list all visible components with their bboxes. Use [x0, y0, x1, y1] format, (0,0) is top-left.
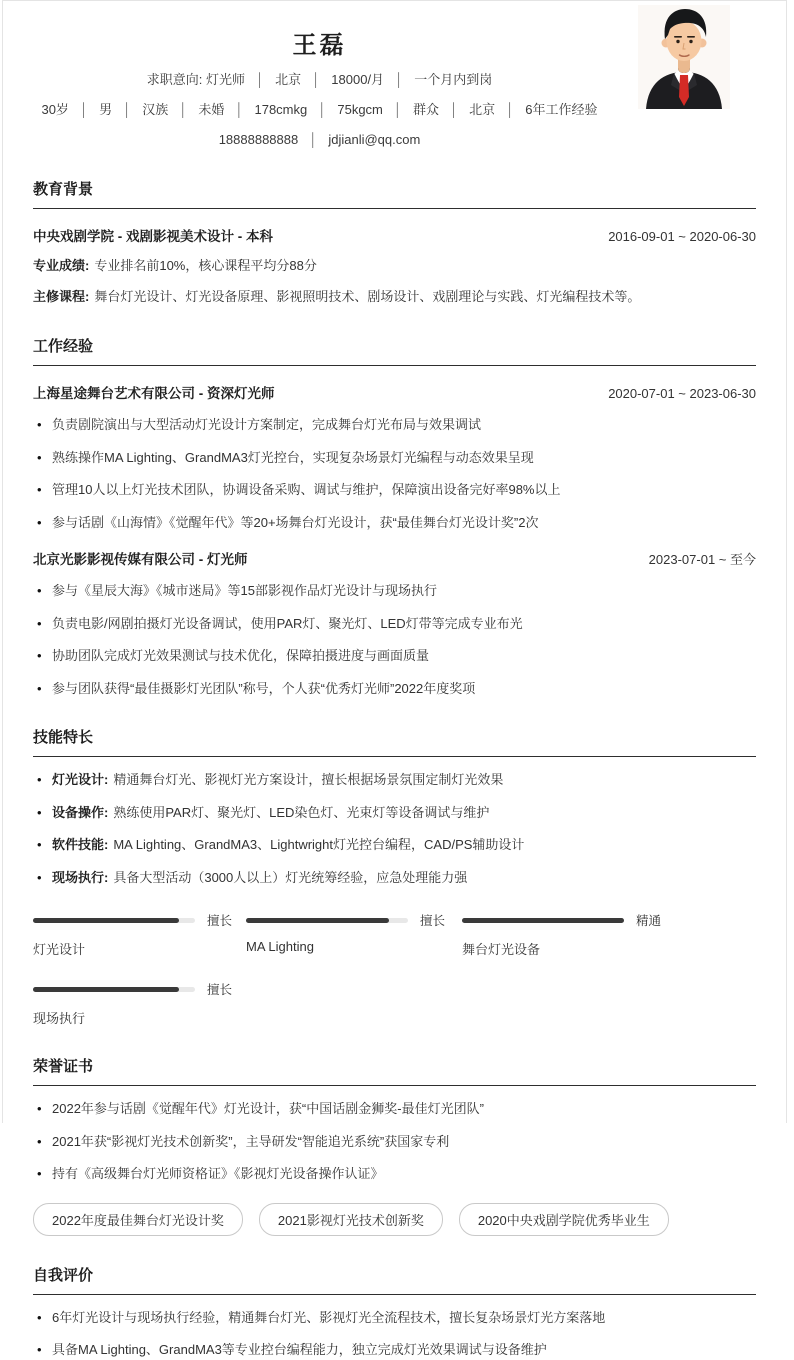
bullet-item: • 参与《星辰大海》《城市迷局》等15部影视作品灯光设计与现场执行 [33, 581, 756, 601]
honors-section-title: 荣誉证书 [33, 1055, 756, 1086]
info-item: 30岁 [41, 102, 69, 117]
info-item: │ 178cmkg [224, 102, 307, 117]
skill-text: 具备大型活动（3000人以上）灯光统筹经验，应急处理能力强 [113, 869, 468, 885]
info-item: │ 男 [69, 102, 112, 117]
honor-badge: 2022年度最佳舞台灯光设计奖 [33, 1203, 243, 1236]
education-details [33, 256, 756, 307]
job1-head [33, 382, 756, 402]
skill-text: MA Lighting、GrandMA3、Lightwright灯光控台编程，CAD/PS辅助设计 [113, 837, 525, 853]
skill-label: 灯光设计: [52, 772, 109, 788]
section-skills [33, 726, 756, 1027]
skill-bar-level: 擅长 [207, 983, 233, 998]
job-intent-line [33, 70, 606, 90]
header-center [33, 25, 606, 150]
skill-bar-fill [33, 918, 179, 923]
skill-bar-track [462, 918, 624, 923]
job2-head [33, 548, 756, 568]
contact-line [33, 130, 606, 150]
skill-bar-fill [33, 987, 179, 992]
candidate-name: 王磊 [292, 32, 347, 59]
contact-item: │ jdjianli@qq.com [298, 132, 420, 147]
skill-bar-row [33, 980, 246, 998]
job1-bullets [33, 415, 756, 532]
skill-text: 熟练使用PAR灯、聚光灯、LED染色灯、光束灯等设备调试与维护 [113, 804, 490, 820]
honor-badge: 2021影视灯光技术创新奖 [259, 1203, 443, 1236]
skill-bar-level: 擅长 [207, 914, 233, 929]
skill-bar-name: MA Lighting [246, 939, 314, 955]
skill-bar-track [33, 918, 195, 923]
bullet-item: • 管理10人以上灯光技术团队，协调设备采购、调试与维护，保障演出设备完好率98%以上 [33, 480, 756, 500]
bullet-item: • 负责剧院演出与大型活动灯光设计方案制定，完成舞台灯光布局与效果调试 [33, 415, 756, 435]
basic-info-line [33, 100, 606, 120]
skill-bar-fill [462, 918, 624, 923]
bullet-item: • 6年灯光设计与现场执行经验，精通舞台灯光、影视灯光全流程技术，擅长复杂场景灯光方案落地 [33, 1308, 756, 1328]
bullet-item: • 持有《高级舞台灯光师资格证》《影视灯光设备操作认证》 [33, 1164, 756, 1184]
avatar-illustration [638, 5, 730, 109]
education-school-line: 中央戏剧学院 - 戏剧影视美术设计 - 本科 [33, 229, 273, 244]
info-item: │ 群众 [383, 102, 439, 117]
skill-bar-item [33, 980, 246, 1027]
section-honors [33, 1055, 756, 1236]
contact-item: 18888888888 [218, 132, 299, 147]
bullet-item: • 具备MA Lighting、GrandMA3等专业控台编程能力，独立完成灯光效果调试与设备维护 [33, 1340, 756, 1360]
info-item: │ 75kgcm [307, 102, 383, 117]
bullet-item: • 熟练操作MA Lighting、GrandMA3灯光控台，实现复杂场景灯光编程与动态效果呈现 [33, 448, 756, 468]
skill-bar-row [246, 911, 462, 929]
skill-label: 现场执行: [52, 869, 109, 885]
skill-bar-item [246, 911, 462, 958]
detail-label: 专业成绩: [33, 258, 90, 273]
skill-item [33, 835, 756, 855]
education-date: 2016-09-01 ~ 2020-06-30 [608, 229, 756, 244]
skill-bars [33, 911, 756, 1027]
evaluation-section-title: 自我评价 [33, 1264, 756, 1295]
education-detail-row [33, 287, 756, 307]
skill-bar-name: 灯光设计 [33, 942, 86, 958]
resume-header [33, 1, 756, 150]
job1-date: 2020-07-01 ~ 2023-06-30 [608, 386, 756, 402]
skill-bar-level: 擅长 [420, 914, 446, 929]
job2-date: 2023-07-01 ~ 至今 [648, 552, 756, 568]
skill-bar-track [33, 987, 195, 992]
info-item: │ 未婚 [168, 102, 224, 117]
skill-bar-level: 精通 [636, 914, 662, 929]
skill-bar-fill [246, 918, 389, 923]
info-item: │ 6年工作经验 [495, 102, 597, 117]
job2-title: 北京光影影视传媒有限公司 - 灯光师 [33, 552, 248, 568]
evaluation-list [33, 1308, 756, 1360]
skill-bar-name: 舞台灯光设备 [462, 942, 541, 958]
skill-bar-row [462, 911, 756, 929]
skill-bar-name: 现场执行 [33, 1011, 86, 1027]
section-education [33, 178, 756, 307]
skill-item [33, 770, 756, 790]
skill-text: 精通舞台灯光、影视灯光方案设计，擅长根据场景氛围定制灯光效果 [113, 772, 504, 788]
section-experience [33, 335, 756, 698]
skill-bar-item [33, 911, 246, 958]
section-evaluation [33, 1264, 756, 1360]
profile-photo [638, 5, 730, 109]
intent-item: │ 一个月内到岗 [384, 72, 492, 87]
bullet-item: • 2022年参与话剧《觉醒年代》灯光设计，获“中国话剧金狮奖-最佳灯光团队” [33, 1099, 756, 1119]
detail-text: 舞台灯光设计、灯光设备原理、影视照明技术、剧场设计、戏剧理论与实践、灯光编程技术等。 [94, 289, 641, 305]
job-entry-1 [33, 382, 756, 532]
detail-label: 主修课程: [33, 289, 90, 305]
bullet-item: • 参与团队获得“最佳摄影灯光团队”称号，个人获“优秀灯光师”2022年度奖项 [33, 679, 756, 699]
bullet-item: • 协助团队完成灯光效果测试与技术优化，保障拍摄进度与画面质量 [33, 646, 756, 666]
job-entry-2 [33, 548, 756, 698]
skills-list [33, 770, 756, 887]
skill-item [33, 803, 756, 823]
honor-badge: 2020中央戏剧学院优秀毕业生 [459, 1203, 669, 1236]
skill-bar-track [246, 918, 408, 923]
detail-text: 专业排名前10%，核心课程平均分88分 [94, 258, 317, 273]
skill-label: 设备操作: [52, 804, 109, 820]
skill-label: 软件技能: [52, 837, 109, 853]
skills-section-title: 技能特长 [33, 726, 756, 757]
skill-bar-item [462, 911, 756, 958]
bullet-item: • 2021年获“影视灯光技术创新奖”，主导研发“智能追光系统”获国家专利 [33, 1132, 756, 1152]
education-entry-head [33, 225, 756, 245]
skill-item [33, 868, 756, 888]
bullet-item: • 负责电影/网剧拍摄灯光设备调试，使用PAR灯、聚光灯、LED灯带等完成专业布光 [33, 614, 756, 634]
experience-section-title: 工作经验 [33, 335, 756, 366]
bullet-item: • 参与话剧《山海情》《觉醒年代》等20+场舞台灯光设计，获“最佳舞台灯光设计奖”2次 [33, 513, 756, 533]
honor-badges [33, 1203, 756, 1236]
intent-item: 求职意向: 灯光师 [146, 72, 246, 87]
skill-bar-row [33, 911, 246, 929]
job1-title: 上海星途舞台艺术有限公司 - 资深灯光师 [33, 386, 275, 402]
education-detail-row [33, 256, 756, 276]
info-item: │ 汉族 [112, 102, 168, 117]
job2-bullets [33, 581, 756, 698]
resume-page [2, 0, 787, 1358]
intent-item: │ 18000/月 [301, 72, 384, 87]
education-section-title: 教育背景 [33, 178, 756, 209]
info-item: │ 北京 [439, 102, 495, 117]
honors-list [33, 1099, 756, 1184]
intent-item: │ 北京 [245, 72, 301, 87]
